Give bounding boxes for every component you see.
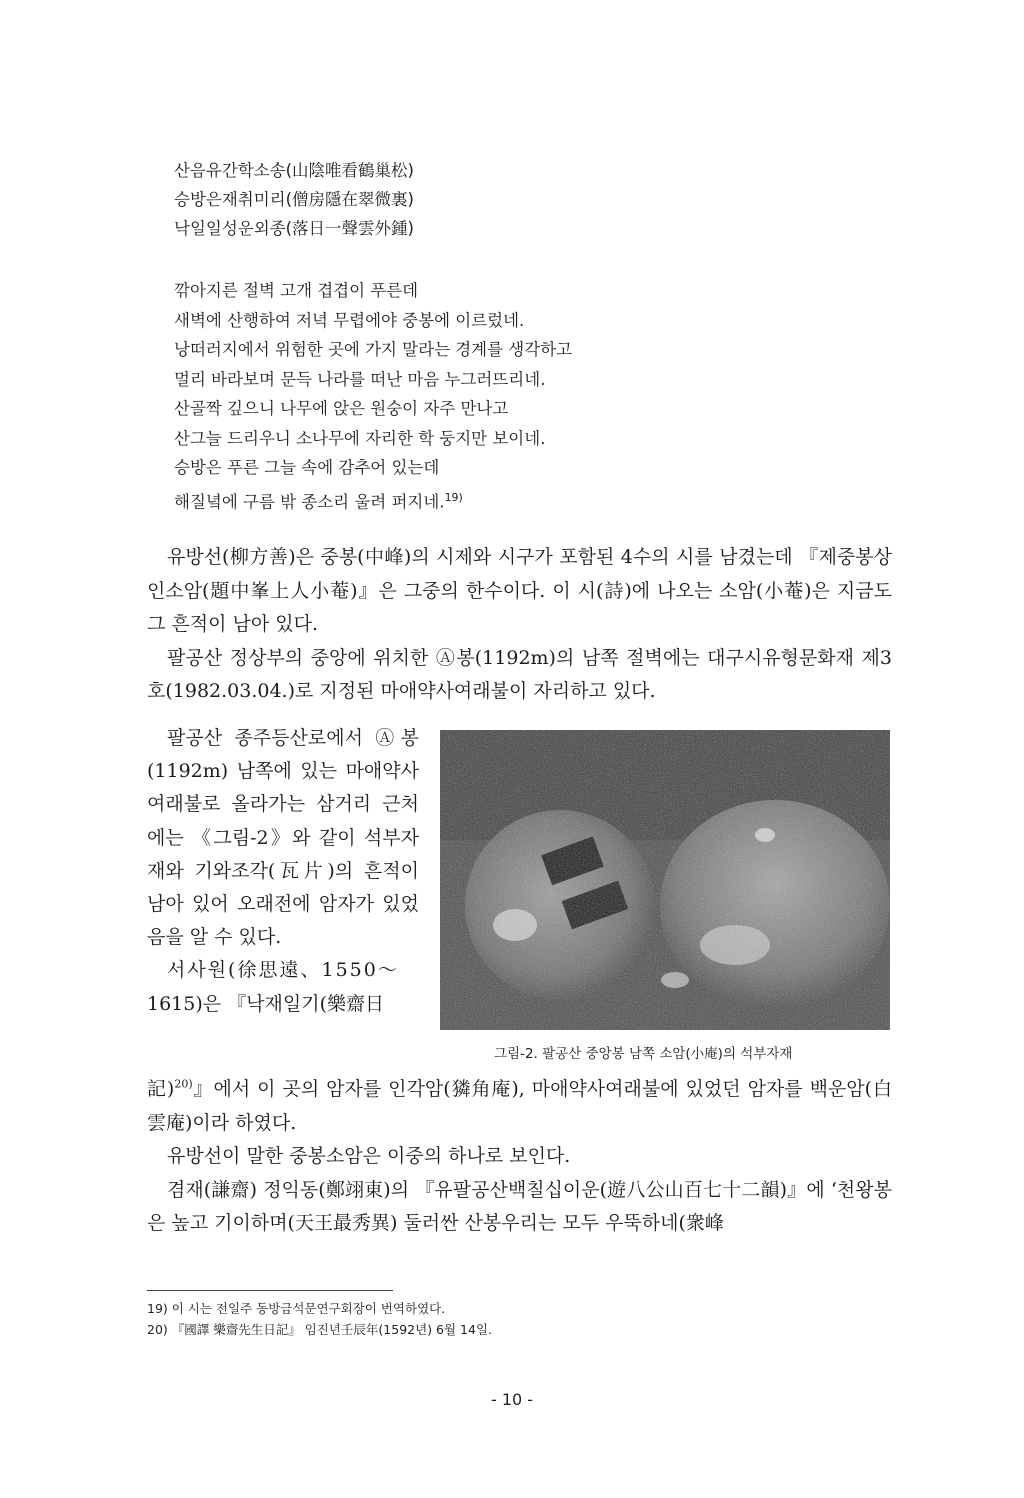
footnote-20: 20) 『國譯 樂齋先生日記』 임진년壬辰年(1592년) 6월 14일. [147,1322,492,1337]
poem-hanja-line: 낙일일성운외종(落日一聲雲外鍾) [174,219,414,238]
poem-translation-line [174,483,572,517]
paragraph-6: 겸재(謙齋) 정익동(鄭翊東)의 『유팔공산백칠십이운(遊八公山百七十二韻)』에 ‘천왕봉은 높고 기이하며(天王最秀異) 둘러싼 산봉우리는 모두 우뚝하네(衆峰 [147,1178,892,1234]
figure-photo [440,730,890,1030]
body-text-top [147,541,892,709]
poem-translation-line-text: 해질녘에 구름 밖 종소리 울려 퍼지네. [174,492,445,511]
footnotes [147,1298,492,1340]
footnote-divider [147,1290,393,1291]
body-text-bottom [147,1073,892,1241]
figure-wrap-text [147,722,419,1021]
poem-hanja-line: 산음유간학소송(山陰唯看鶴巢松) [174,161,414,180]
poem-translation-block [174,276,572,517]
figure-caption: 그림-2. 팔공산 중앙봉 남쪽 소암(小庵)의 석부자재 [494,1046,793,1062]
paragraph-4-text-b: 』에서 이 곳의 암자를 인각암(獜角庵), 마애약사여래불에 있었던 암자를 백운암(白雲庵)이라 하였다. [147,1078,892,1134]
footnote-19: 19) 이 시는 전일주 동방금석문연구회장이 번역하였다. [147,1301,446,1316]
poem-translation-line: 산그늘 드리우니 소나무에 자리한 학 둥지만 보이네. [174,428,546,448]
paragraph-4-line2: 1615)은 『낙재일기(樂齋日 [147,992,384,1015]
paragraph-4-continued [147,1073,892,1140]
page-number: - 10 - [490,1390,534,1409]
poem-hanja-line: 승방은재취미리(僧房隱在翠微裏) [174,190,414,209]
poem-translation-line: 낭떠러지에서 위험한 곳에 가지 말라는 경계를 생각하고 [174,340,573,359]
footnote-ref-20: 20) [174,1077,193,1091]
poem-translation-line: 새벽에 산행하여 저녁 무렵에야 중봉에 이르렀네. [174,310,525,330]
paragraph-5: 유방선이 말한 중봉소암은 이중의 하나로 보인다. [167,1145,571,1167]
poem-translation-line: 깎아지른 절벽 고개 겹겹이 푸른데 [174,281,419,300]
paragraph-3: 팔공산 종주등산로에서 Ⓐ봉(1192m) 남쪽에 있는 마애약사여래불로 올라가는 삼거리 근처에는 《그림-2》와 같이 석부자재와 기와조각(瓦片)의 흔적이 남아 있어 오래전에 암자가 있었음을 알 수 있다. [147,727,419,949]
poem-translation-line: 멀리 바라보며 문득 나라를 떠난 마음 누그러뜨리네. [174,369,546,389]
paragraph-2: 팔공산 정상부의 중앙에 위치한 Ⓐ봉(1192m)의 남쪽 절벽에는 대구시유형문화재 제3호(1982.03.04.)로 지정된 마애약사여래불이 자리하고 있다. [147,646,892,702]
paragraph-4-start: 서사원(徐思遠、1550～ [167,959,399,982]
paragraph-4-text-a: 記) [147,1078,175,1100]
stone-remains-photo [440,730,890,1030]
paragraph-1: 유방선(柳方善)은 중봉(中峰)의 시제와 시구가 포함된 4수의 시를 남겼는데 『제중봉상인소암(題中峯上人小菴)』은 그중의 한수이다. 이 시(詩)에 나오는 소암(小菴)은 지금도 그 흔적이 남아 있다. [147,546,892,635]
poem-hanja-block [174,156,414,243]
poem-translation-line: 승방은 푸른 그늘 속에 감추어 있는데 [174,458,440,477]
footnote-ref-19: 19) [444,490,463,504]
poem-translation-line: 산골짝 깊으니 나무에 앉은 원숭이 자주 만나고 [174,399,509,418]
